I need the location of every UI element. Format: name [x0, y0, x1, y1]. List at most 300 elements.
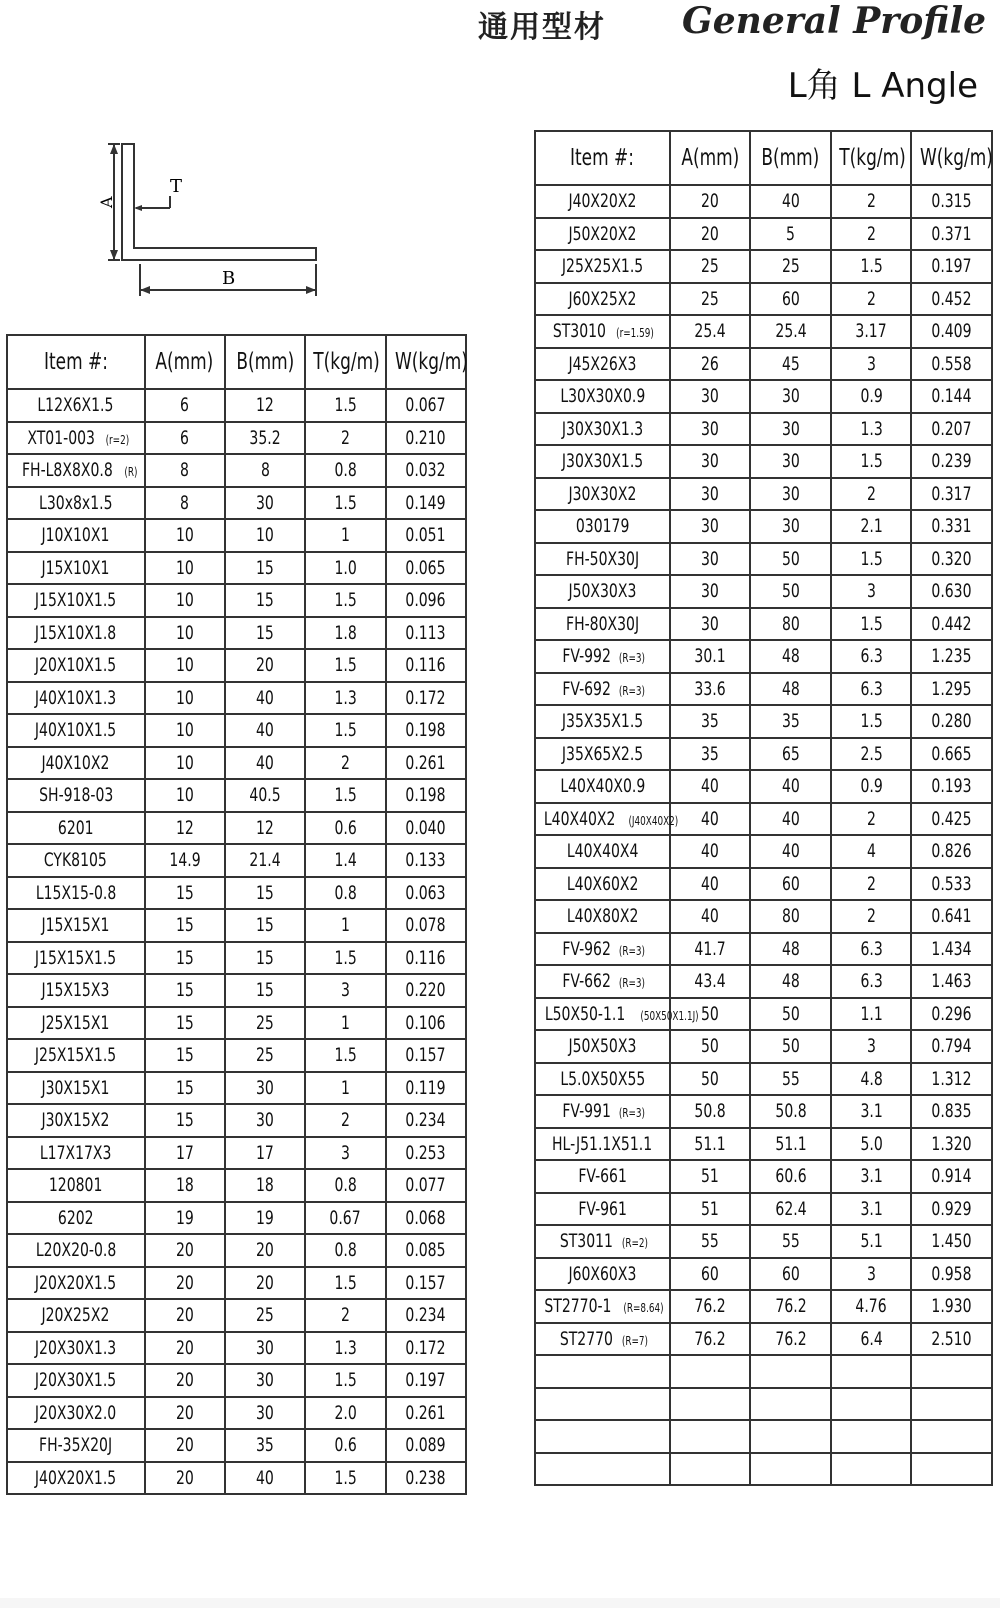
- item-cell: CYK8105: [7, 844, 145, 877]
- item-cell: L40X40X2 (J40X40X2): [535, 803, 670, 836]
- a-cell: 30: [670, 575, 751, 608]
- a-cell: 15: [145, 1072, 225, 1105]
- a-cell: 30: [670, 608, 751, 641]
- t-cell: 1.5: [305, 389, 385, 422]
- a-cell: 10: [145, 779, 225, 812]
- item-cell: ST2770-1(R=8.64): [535, 1290, 670, 1323]
- b-cell: 50.8: [750, 1095, 831, 1128]
- a-cell: 41.7: [670, 933, 751, 966]
- a-cell: 20: [145, 1429, 225, 1462]
- item-note: (R=3): [618, 683, 646, 698]
- item-cell: J20X30X2.0: [7, 1397, 145, 1430]
- b-cell: 51.1: [750, 1128, 831, 1161]
- w-cell: 0.172: [386, 1332, 466, 1365]
- item-cell: J40X10X1.3: [7, 682, 145, 715]
- table-row: [535, 1193, 992, 1226]
- b-cell: 40: [750, 185, 831, 218]
- w-cell: 0.558: [911, 348, 992, 381]
- table-row: [7, 584, 466, 617]
- t-cell: 1.5: [305, 1039, 385, 1072]
- b-cell: 80: [750, 900, 831, 933]
- item-cell: 6201: [7, 812, 145, 845]
- item-cell: J35X65X2.5: [535, 738, 670, 771]
- item-cell: J15X10X1.8: [7, 617, 145, 650]
- t-cell: 1.3: [831, 413, 912, 446]
- empty-table-row: [535, 1453, 992, 1486]
- item-cell: J15X15X1.5: [7, 942, 145, 975]
- b-cell: 48: [750, 933, 831, 966]
- b-cell: 65: [750, 738, 831, 771]
- table-row: [7, 1299, 466, 1332]
- empty-cell: [670, 1420, 751, 1453]
- a-cell: 19: [145, 1202, 225, 1235]
- table-row: [535, 998, 992, 1031]
- empty-cell: [750, 1420, 831, 1453]
- a-cell: 30: [670, 478, 751, 511]
- b-cell: 15: [225, 617, 305, 650]
- b-cell: 62.4: [750, 1193, 831, 1226]
- item-note: (R=3): [618, 651, 646, 666]
- a-cell: 76.2: [670, 1290, 751, 1323]
- w-cell: 0.197: [386, 1364, 466, 1397]
- t-cell: 6.3: [831, 640, 912, 673]
- a-cell: 15: [145, 909, 225, 942]
- item-cell: J15X15X1: [7, 909, 145, 942]
- a-cell: 51: [670, 1160, 751, 1193]
- w-cell: 1.320: [911, 1128, 992, 1161]
- item-note: (R=3): [618, 1106, 646, 1121]
- t-cell: 1.0: [305, 552, 385, 585]
- item-cell: SH-918-03: [7, 779, 145, 812]
- w-cell: 0.067: [386, 389, 466, 422]
- t-cell: 1.5: [305, 1364, 385, 1397]
- table-row: [535, 705, 992, 738]
- item-cell: FH-80X30J: [535, 608, 670, 641]
- w-cell: 0.077: [386, 1169, 466, 1202]
- b-cell: 60: [750, 283, 831, 316]
- b-cell: 21.4: [225, 844, 305, 877]
- t-cell: 1: [305, 1007, 385, 1040]
- w-cell: 0.234: [386, 1104, 466, 1137]
- left-spec-table: [6, 334, 467, 1495]
- table-row: [7, 942, 466, 975]
- w-cell: 0.253: [386, 1137, 466, 1170]
- t-cell: 1.1: [831, 998, 912, 1031]
- a-cell: 30: [670, 380, 751, 413]
- item-cell: J50X30X3: [535, 575, 670, 608]
- a-cell: 26: [670, 348, 751, 381]
- table-row: [7, 779, 466, 812]
- item-cell: L30x8x1.5: [7, 487, 145, 520]
- t-cell: 2: [831, 803, 912, 836]
- item-cell: FH-L8X8X0.8 (R): [7, 454, 145, 487]
- a-cell: 10: [145, 747, 225, 780]
- t-cell: 2: [305, 747, 385, 780]
- b-cell: 30: [225, 1104, 305, 1137]
- w-cell: 2.510: [911, 1323, 992, 1356]
- table-row: [7, 422, 466, 455]
- empty-cell: [535, 1355, 670, 1388]
- w-cell: 0.914: [911, 1160, 992, 1193]
- b-cell: 25: [225, 1299, 305, 1332]
- item-note: (J40X40X2): [628, 813, 679, 828]
- b-cell: 30: [225, 1364, 305, 1397]
- empty-cell: [831, 1453, 912, 1486]
- w-cell: 0.133: [386, 844, 466, 877]
- a-cell: 10: [145, 649, 225, 682]
- table-row: [7, 1462, 466, 1495]
- b-cell: 40: [225, 682, 305, 715]
- t-cell: 4.76: [831, 1290, 912, 1323]
- b-cell: 60: [750, 868, 831, 901]
- page-subtitle: L角 L Angle: [787, 66, 978, 106]
- w-cell: 1.312: [911, 1063, 992, 1096]
- item-cell: L40X60X2: [535, 868, 670, 901]
- table-row: [7, 1007, 466, 1040]
- b-cell: 50: [750, 998, 831, 1031]
- a-cell: 50: [670, 1030, 751, 1063]
- item-cell: J20X30X1.5: [7, 1364, 145, 1397]
- table-row: [535, 413, 992, 446]
- item-cell: L40X40X4: [535, 835, 670, 868]
- t-cell: 6.3: [831, 933, 912, 966]
- w-cell: 0.533: [911, 868, 992, 901]
- t-cell: 1.5: [831, 705, 912, 738]
- t-cell: 3: [305, 974, 385, 1007]
- empty-cell: [535, 1388, 670, 1421]
- table-row: [7, 1104, 466, 1137]
- t-cell: 0.8: [305, 454, 385, 487]
- b-cell: 15: [225, 909, 305, 942]
- item-cell: FH-35X20J: [7, 1429, 145, 1462]
- table-row: [535, 1290, 992, 1323]
- w-cell: 0.210: [386, 422, 466, 455]
- a-cell: 10: [145, 617, 225, 650]
- b-cell: 15: [225, 942, 305, 975]
- t-cell: 1.3: [305, 682, 385, 715]
- empty-table-row: [535, 1420, 992, 1453]
- item-cell: J30X30X1.5: [535, 445, 670, 478]
- t-cell: 2: [831, 185, 912, 218]
- item-cell: J50X20X2: [535, 218, 670, 251]
- t-cell: 1.8: [305, 617, 385, 650]
- item-cell: L20X20-0.8: [7, 1234, 145, 1267]
- table-row: [535, 1030, 992, 1063]
- b-cell: 18: [225, 1169, 305, 1202]
- w-cell: 0.198: [386, 714, 466, 747]
- w-cell: 0.157: [386, 1039, 466, 1072]
- w-cell: 0.096: [386, 584, 466, 617]
- a-cell: 8: [145, 487, 225, 520]
- t-cell: 2: [305, 1104, 385, 1137]
- w-cell: 0.452: [911, 283, 992, 316]
- t-cell: 3: [831, 348, 912, 381]
- a-cell: 55: [670, 1225, 751, 1258]
- w-cell: 0.068: [386, 1202, 466, 1235]
- item-cell: J20X30X1.3: [7, 1332, 145, 1365]
- w-cell: 0.317: [911, 478, 992, 511]
- table-row: [535, 803, 992, 836]
- table-row: [535, 965, 992, 998]
- a-cell: 15: [145, 1007, 225, 1040]
- a-cell: 25: [670, 250, 751, 283]
- w-cell: 0.238: [386, 1462, 466, 1495]
- b-cell: 25: [225, 1039, 305, 1072]
- b-cell: 76.2: [750, 1323, 831, 1356]
- t-cell: 1.5: [305, 714, 385, 747]
- w-cell: 0.261: [386, 1397, 466, 1430]
- t-cell: 4: [831, 835, 912, 868]
- b-cell: 50: [750, 575, 831, 608]
- a-cell: 17: [145, 1137, 225, 1170]
- w-cell: 0.149: [386, 487, 466, 520]
- a-cell: 25: [670, 283, 751, 316]
- w-cell: 1.434: [911, 933, 992, 966]
- table-header-row: [7, 335, 466, 389]
- t-cell: 1.5: [305, 779, 385, 812]
- b-cell: 15: [225, 584, 305, 617]
- w-cell: 0.085: [386, 1234, 466, 1267]
- a-cell: 18: [145, 1169, 225, 1202]
- t-cell: 1.5: [305, 1462, 385, 1495]
- empty-cell: [831, 1420, 912, 1453]
- t-cell: 0.8: [305, 877, 385, 910]
- w-cell: 0.331: [911, 510, 992, 543]
- b-cell: 10: [225, 519, 305, 552]
- a-cell: 15: [145, 1039, 225, 1072]
- empty-cell: [750, 1355, 831, 1388]
- empty-cell: [911, 1420, 992, 1453]
- a-cell: 20: [145, 1364, 225, 1397]
- t-cell: 3.1: [831, 1095, 912, 1128]
- t-cell: 0.6: [305, 812, 385, 845]
- table-row: [7, 812, 466, 845]
- b-cell: 15: [225, 974, 305, 1007]
- w-cell: 1.463: [911, 965, 992, 998]
- b-cell: 40.5: [225, 779, 305, 812]
- a-cell: 10: [145, 519, 225, 552]
- item-cell: ST2770(R=7): [535, 1323, 670, 1356]
- table-row: [7, 1332, 466, 1365]
- item-cell: FV-962 (R=3): [535, 933, 670, 966]
- a-cell: 30: [670, 543, 751, 576]
- table-row: [535, 575, 992, 608]
- b-cell: 55: [750, 1225, 831, 1258]
- b-cell: 60: [750, 1258, 831, 1291]
- w-cell: 0.630: [911, 575, 992, 608]
- a-cell: 15: [145, 942, 225, 975]
- t-cell: 0.9: [831, 770, 912, 803]
- b-cell: 45: [750, 348, 831, 381]
- right-spec-table: [534, 130, 993, 1486]
- b-cell: 15: [225, 877, 305, 910]
- t-cell: 3.17: [831, 315, 912, 348]
- table-row: [535, 1160, 992, 1193]
- table-row: [535, 315, 992, 348]
- b-cell: 30: [750, 380, 831, 413]
- b-cell: 50: [750, 1030, 831, 1063]
- b-cell: 48: [750, 965, 831, 998]
- a-cell: 15: [145, 974, 225, 1007]
- t-cell: 5.1: [831, 1225, 912, 1258]
- item-cell: J35X35X1.5: [535, 705, 670, 738]
- empty-cell: [831, 1355, 912, 1388]
- b-cell: 5: [750, 218, 831, 251]
- a-cell: 20: [145, 1462, 225, 1495]
- t-cell: 2: [831, 900, 912, 933]
- table-row: [535, 250, 992, 283]
- item-cell: L40X40X0.9: [535, 770, 670, 803]
- w-cell: 0.371: [911, 218, 992, 251]
- a-cell: 40: [670, 868, 751, 901]
- column-header-b: B(mm): [225, 335, 305, 389]
- table-row: [535, 835, 992, 868]
- w-cell: 0.315: [911, 185, 992, 218]
- t-cell: 1.5: [305, 942, 385, 975]
- table-row: [7, 1397, 466, 1430]
- b-cell: 76.2: [750, 1290, 831, 1323]
- a-cell: 60: [670, 1258, 751, 1291]
- table-row: [535, 1063, 992, 1096]
- t-cell: 2.1: [831, 510, 912, 543]
- a-cell: 40: [670, 803, 751, 836]
- w-cell: 0.425: [911, 803, 992, 836]
- a-cell: 30: [670, 413, 751, 446]
- column-header-item: Item #:: [535, 131, 670, 185]
- table-row: [535, 738, 992, 771]
- item-cell: J15X10X1: [7, 552, 145, 585]
- item-cell: J15X15X3: [7, 974, 145, 1007]
- a-cell: 20: [145, 1299, 225, 1332]
- a-cell: 25.4: [670, 315, 751, 348]
- a-cell: 20: [670, 185, 751, 218]
- table-row: [535, 543, 992, 576]
- table-row: [7, 487, 466, 520]
- empty-cell: [911, 1355, 992, 1388]
- b-cell: 20: [225, 649, 305, 682]
- item-cell: HL-J51.1X51.1: [535, 1128, 670, 1161]
- table-row: [7, 1234, 466, 1267]
- table-row: [535, 640, 992, 673]
- column-header-w: W(kg/m): [911, 131, 992, 185]
- b-cell: 40: [750, 835, 831, 868]
- item-note: (R=7): [621, 1333, 648, 1348]
- b-cell: 35: [750, 705, 831, 738]
- a-cell: 10: [145, 682, 225, 715]
- t-cell: 3: [831, 1030, 912, 1063]
- w-cell: 0.929: [911, 1193, 992, 1226]
- b-cell: 55: [750, 1063, 831, 1096]
- t-cell: 3: [831, 1258, 912, 1291]
- w-cell: 0.065: [386, 552, 466, 585]
- a-cell: 30: [670, 445, 751, 478]
- t-cell: 1.5: [831, 608, 912, 641]
- l-angle-diagram: [97, 136, 340, 316]
- b-cell: 30: [225, 1332, 305, 1365]
- b-cell: 48: [750, 673, 831, 706]
- w-cell: 0.665: [911, 738, 992, 771]
- item-cell: XT01-003 (r=2): [7, 422, 145, 455]
- item-cell: J20X20X1.5: [7, 1267, 145, 1300]
- a-cell: 14.9: [145, 844, 225, 877]
- a-cell: 10: [145, 714, 225, 747]
- t-cell: 6.3: [831, 965, 912, 998]
- a-cell: 10: [145, 584, 225, 617]
- t-cell: 1.5: [831, 445, 912, 478]
- w-cell: 0.296: [911, 998, 992, 1031]
- table-row: [7, 909, 466, 942]
- item-cell: FV-692 (R=3): [535, 673, 670, 706]
- b-cell: 8: [225, 454, 305, 487]
- table-row: [7, 1169, 466, 1202]
- table-row: [7, 1364, 466, 1397]
- diagram-label-t: T: [170, 176, 183, 197]
- table-row: [535, 185, 992, 218]
- w-cell: 0.794: [911, 1030, 992, 1063]
- t-cell: 2: [831, 478, 912, 511]
- w-cell: 0.320: [911, 543, 992, 576]
- column-header-t: T(kg/m): [831, 131, 912, 185]
- column-header-t: T(kg/m): [305, 335, 385, 389]
- w-cell: 0.063: [386, 877, 466, 910]
- item-cell: J40X10X2: [7, 747, 145, 780]
- t-cell: 1.5: [831, 543, 912, 576]
- a-cell: 20: [145, 1397, 225, 1430]
- a-cell: 30: [670, 510, 751, 543]
- a-cell: 50: [670, 998, 751, 1031]
- table-row: [7, 1429, 466, 1462]
- w-cell: 0.207: [911, 413, 992, 446]
- diagram-label-a: A: [97, 196, 116, 208]
- item-note: (R=3): [618, 943, 646, 958]
- header-title-chinese: 通用型材: [478, 10, 606, 45]
- column-header-a: A(mm): [145, 335, 225, 389]
- t-cell: 6.4: [831, 1323, 912, 1356]
- a-cell: 20: [670, 218, 751, 251]
- table-row: [7, 552, 466, 585]
- table-row: [535, 283, 992, 316]
- t-cell: 1: [305, 1072, 385, 1105]
- w-cell: 0.197: [911, 250, 992, 283]
- page-bottom-strip: [0, 1598, 1000, 1608]
- empty-cell: [670, 1355, 751, 1388]
- item-cell: J30X30X2: [535, 478, 670, 511]
- item-cell: L5.0X50X55: [535, 1063, 670, 1096]
- b-cell: 25: [750, 250, 831, 283]
- item-cell: L30X30X0.9: [535, 380, 670, 413]
- item-cell: L17X17X3: [7, 1137, 145, 1170]
- a-cell: 35: [670, 738, 751, 771]
- t-cell: 0.8: [305, 1169, 385, 1202]
- table-row: [535, 1323, 992, 1356]
- a-cell: 30.1: [670, 640, 751, 673]
- b-cell: 30: [750, 445, 831, 478]
- empty-cell: [750, 1453, 831, 1486]
- empty-cell: [535, 1420, 670, 1453]
- b-cell: 48: [750, 640, 831, 673]
- t-cell: 5.0: [831, 1128, 912, 1161]
- table-row: [535, 1095, 992, 1128]
- a-cell: 51: [670, 1193, 751, 1226]
- t-cell: 2: [305, 1299, 385, 1332]
- b-cell: 25: [225, 1007, 305, 1040]
- w-cell: 0.280: [911, 705, 992, 738]
- item-cell: J30X15X2: [7, 1104, 145, 1137]
- item-cell: FV-662 (R=3): [535, 965, 670, 998]
- item-cell: J25X25X1.5: [535, 250, 670, 283]
- column-header-item: Item #:: [7, 335, 145, 389]
- table-row: [7, 844, 466, 877]
